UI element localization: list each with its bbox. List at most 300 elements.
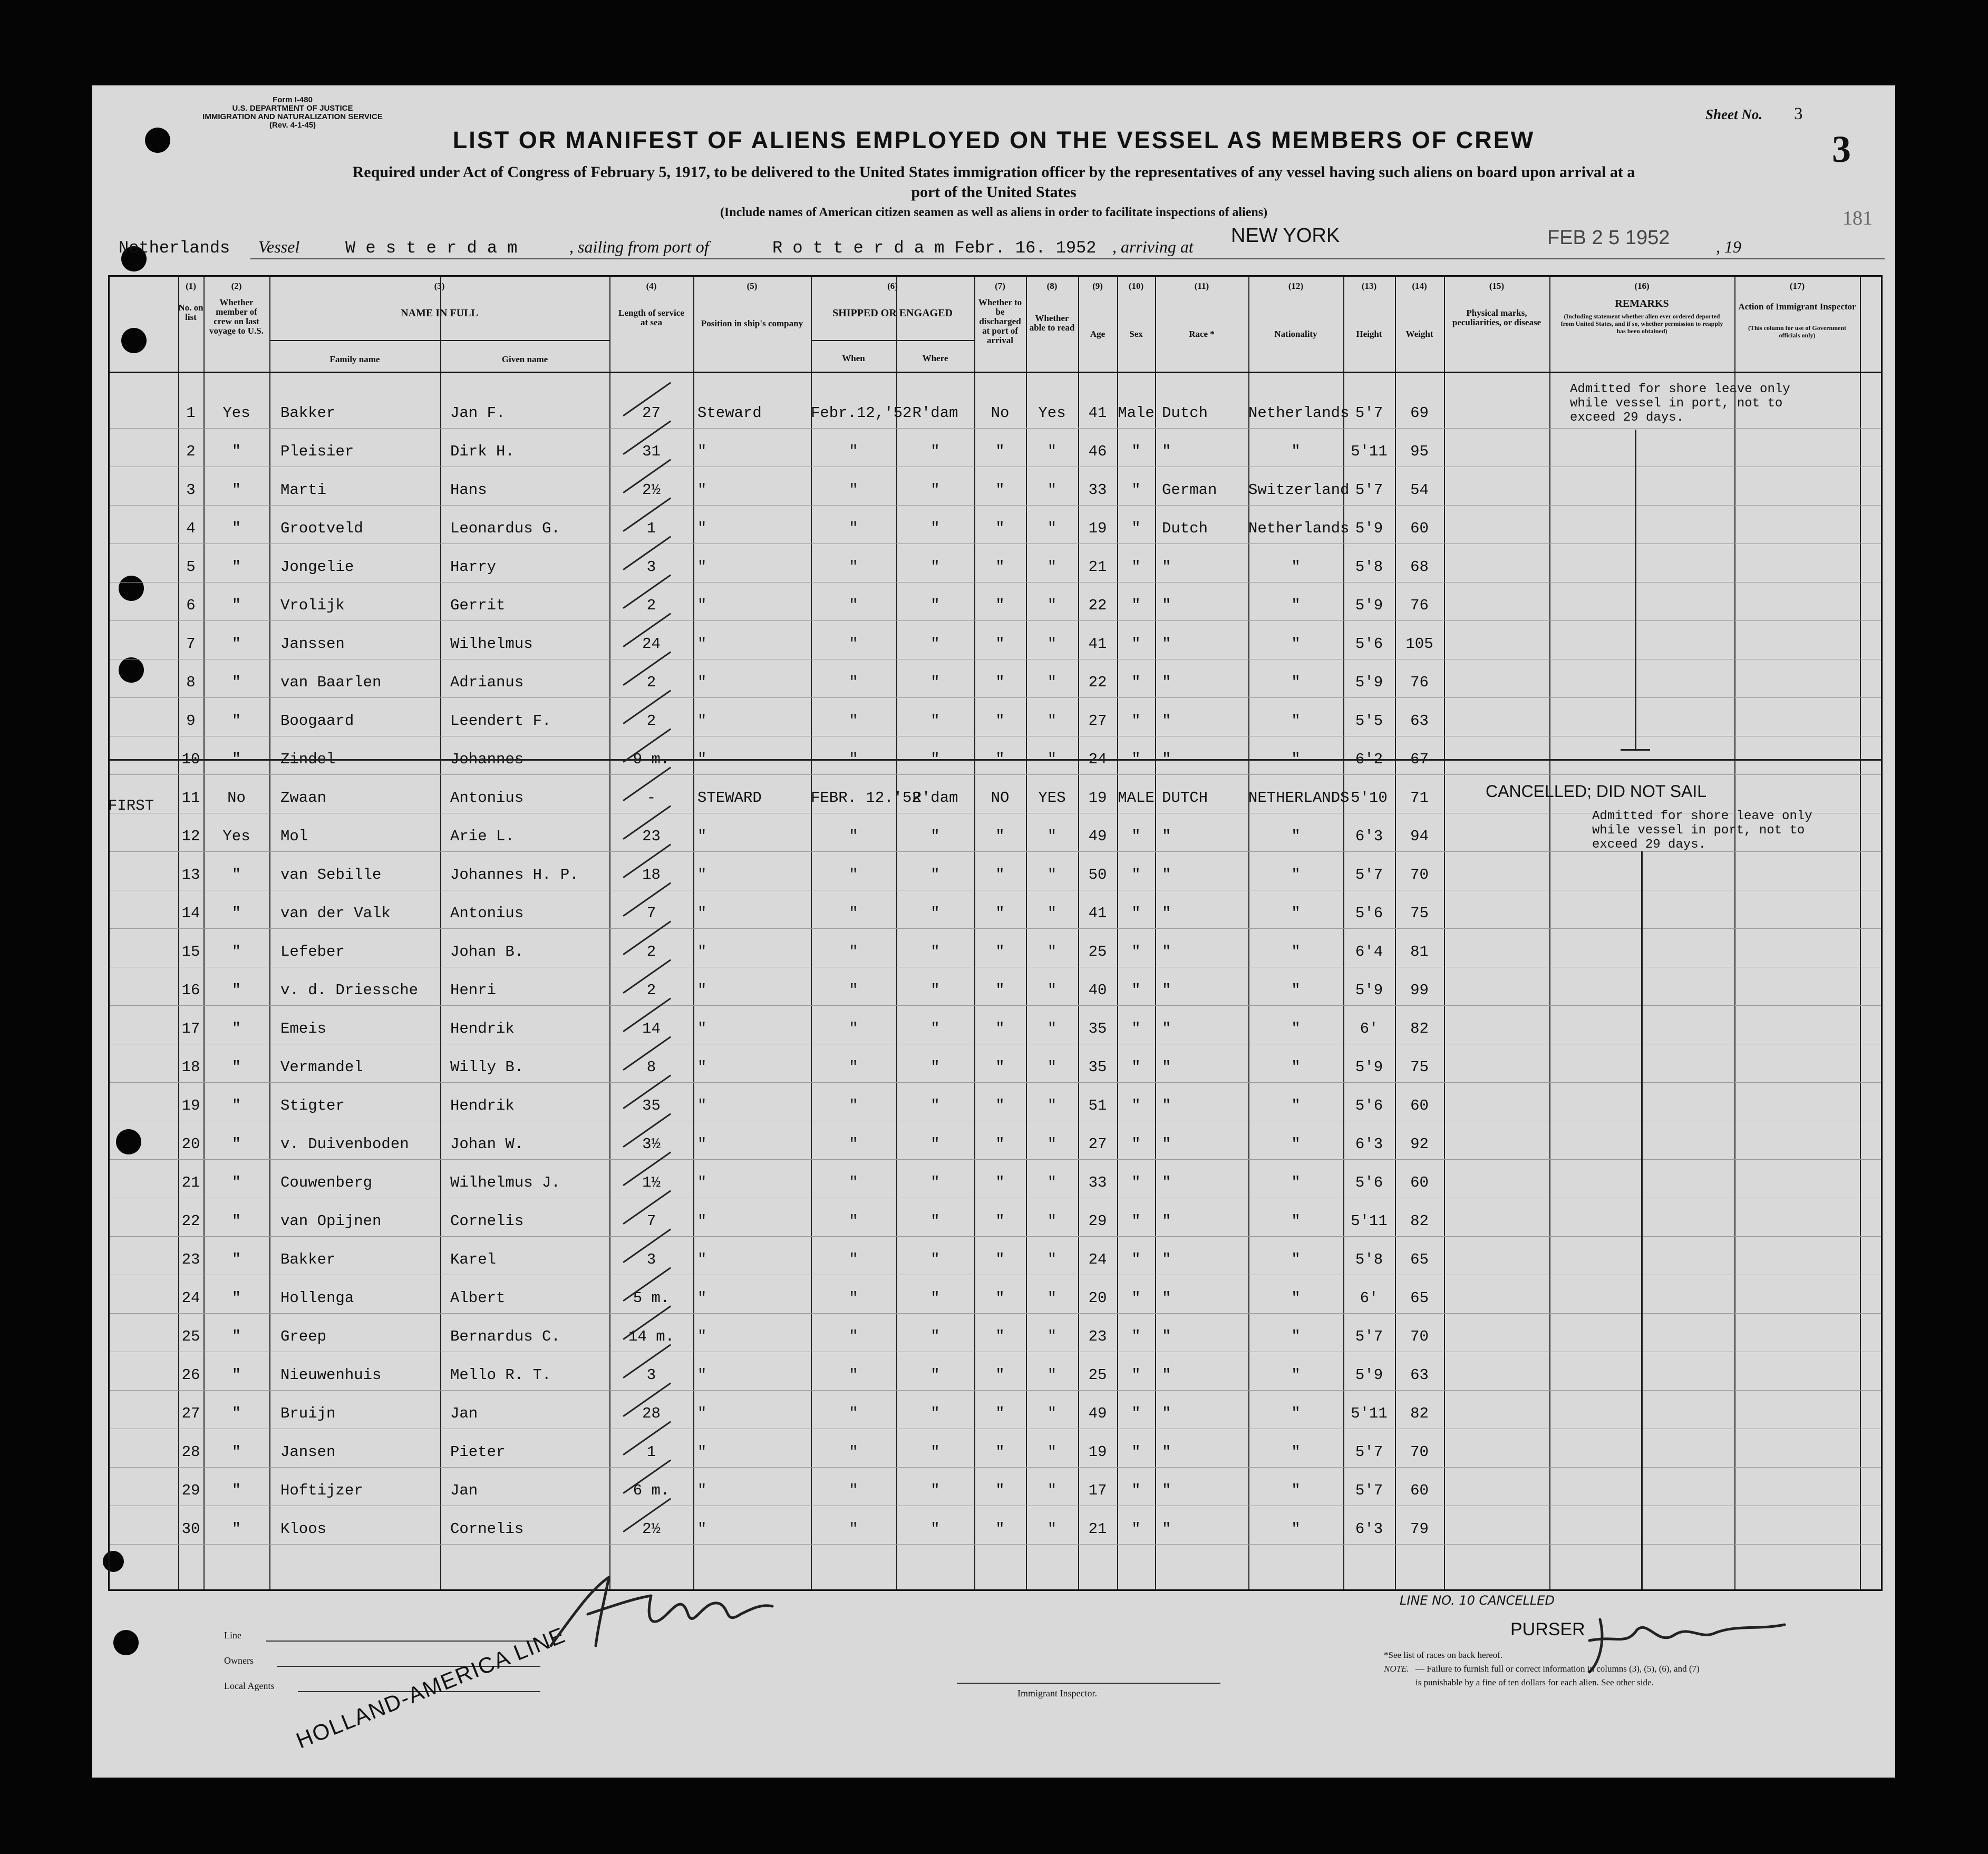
cell-when: " xyxy=(849,828,858,845)
cell-age: 35 xyxy=(1088,1059,1107,1076)
cell-discharged: " xyxy=(995,1482,1005,1499)
cell-age: 29 xyxy=(1088,1212,1107,1230)
cell-nationality: " xyxy=(1291,982,1301,999)
cell-height: 6'4 xyxy=(1355,943,1383,960)
table-row xyxy=(110,625,1881,663)
cell-length: 8 xyxy=(646,1059,656,1076)
cell-where: " xyxy=(930,1289,940,1307)
table-row xyxy=(110,971,1881,1009)
cell-read: " xyxy=(1047,1366,1057,1384)
cell-nationality: Netherlands xyxy=(1248,404,1350,422)
cell-discharged: " xyxy=(995,597,1005,614)
cell-weight: 60 xyxy=(1410,1097,1429,1114)
cell-read: " xyxy=(1047,635,1057,653)
cell-age: 24 xyxy=(1088,751,1107,768)
table-row xyxy=(110,471,1881,509)
cell-nationality: " xyxy=(1291,443,1301,460)
header-physical-marks: Physical marks, peculiarities, or disease xyxy=(1452,308,1541,327)
cell-family: v. Duivenboden xyxy=(280,1135,409,1153)
cell-sex: " xyxy=(1131,828,1141,845)
cell-given: Johannes H. P. xyxy=(450,866,579,884)
cell-height: 5'7 xyxy=(1355,404,1383,422)
cell-weight: 60 xyxy=(1410,520,1429,537)
cell-nationality: " xyxy=(1291,1251,1301,1268)
cell-race: DUTCH xyxy=(1162,789,1208,807)
cell-family: Marti xyxy=(280,481,327,499)
cell-member: " xyxy=(231,982,241,999)
cell-age: 49 xyxy=(1088,1405,1107,1422)
cell-height: 5'11 xyxy=(1351,1212,1388,1230)
cell-position: " xyxy=(697,751,707,768)
col-number: (15) xyxy=(1489,281,1505,291)
cell-sex: " xyxy=(1131,1289,1141,1307)
cell-no: 14 xyxy=(181,905,200,922)
table-row xyxy=(110,663,1881,702)
col-number: (10) xyxy=(1128,281,1144,291)
cell-height: 5'6 xyxy=(1355,1174,1383,1191)
col-number: (13) xyxy=(1361,281,1377,291)
cell-age: 46 xyxy=(1088,443,1107,460)
remarks-line: Admitted for shore leave only xyxy=(1592,809,1812,823)
cell-read: " xyxy=(1047,943,1057,960)
cell-family: van der Valk xyxy=(280,905,391,922)
table-row xyxy=(110,856,1881,894)
cell-height: 6'3 xyxy=(1355,1135,1383,1153)
cell-length: 3 xyxy=(646,558,656,576)
cell-member: " xyxy=(231,1212,241,1230)
cell-discharged: " xyxy=(995,1020,1005,1037)
cell-member: " xyxy=(231,1135,241,1153)
cell-height: 5'9 xyxy=(1355,1366,1383,1384)
table-row xyxy=(110,1356,1881,1394)
cell-position: " xyxy=(697,1135,707,1153)
cell-given: Jan xyxy=(450,1482,478,1499)
cell-given: Willy B. xyxy=(450,1059,524,1076)
cell-no: 4 xyxy=(186,520,196,537)
cell-position: " xyxy=(697,982,707,999)
cell-discharged: NO xyxy=(991,789,1010,807)
cell-height: 6'3 xyxy=(1355,828,1383,845)
cell-when: " xyxy=(849,1097,858,1114)
document-instruction: (Include names of American citizen seamen as well as aliens in order to facilitate inspections of aliens) xyxy=(720,206,1268,219)
header-family-name: Family name xyxy=(329,354,380,364)
col-number: (9) xyxy=(1092,281,1103,291)
cell-when: " xyxy=(849,1020,858,1037)
cell-weight: 65 xyxy=(1410,1289,1429,1307)
cell-race: " xyxy=(1162,1059,1171,1076)
cell-no: 2 xyxy=(186,443,196,460)
cell-age: 49 xyxy=(1088,828,1107,845)
cell-height: 6' xyxy=(1360,1020,1379,1037)
cell-no: 21 xyxy=(181,1174,200,1191)
note-text: — Failure to furnish full or correct information in columns (3), (5), (6), and (7) xyxy=(1415,1664,1700,1674)
cell-weight: 76 xyxy=(1410,674,1429,691)
cell-age: 19 xyxy=(1088,520,1107,537)
form-department: U.S. DEPARTMENT OF JUSTICE xyxy=(232,104,353,113)
col-number: (1) xyxy=(186,281,196,291)
cell-read: " xyxy=(1047,443,1057,460)
cell-given: Albert xyxy=(450,1289,506,1307)
cell-family: Boogaard xyxy=(280,712,354,730)
cell-weight: 95 xyxy=(1410,443,1429,460)
cell-where: " xyxy=(930,1482,940,1499)
cell-discharged: " xyxy=(995,866,1005,884)
cell-weight: 70 xyxy=(1410,1443,1429,1461)
cell-no: 19 xyxy=(181,1097,200,1114)
header-no-on-list: No. on list xyxy=(178,303,203,322)
cell-height: 5'9 xyxy=(1355,982,1383,999)
cell-where: " xyxy=(930,712,940,730)
cell-member: " xyxy=(231,520,241,537)
cell-age: 41 xyxy=(1088,905,1107,922)
cell-read: " xyxy=(1047,905,1057,922)
cell-height: 5'6 xyxy=(1355,1097,1383,1114)
cell-when: " xyxy=(849,1328,858,1345)
cell-sex: " xyxy=(1131,751,1141,768)
cell-discharged: " xyxy=(995,1251,1005,1268)
cell-given: Adrianus xyxy=(450,674,524,691)
cell-member: " xyxy=(231,1328,241,1345)
cell-read: " xyxy=(1047,828,1057,845)
cell-nationality: " xyxy=(1291,1520,1301,1538)
cell-read: " xyxy=(1047,1097,1057,1114)
cell-no: 23 xyxy=(181,1251,200,1268)
cell-discharged: " xyxy=(995,635,1005,653)
cell-when: " xyxy=(849,1251,858,1268)
cell-age: 33 xyxy=(1088,1174,1107,1191)
crew-table xyxy=(108,275,1883,1591)
remarks-block-1 xyxy=(1570,382,1790,425)
footer-owners-label: Owners xyxy=(224,1655,254,1666)
table-row xyxy=(110,1125,1881,1163)
cell-nationality: " xyxy=(1291,1097,1301,1114)
cell-read: " xyxy=(1047,866,1057,884)
cell-sex: " xyxy=(1131,1212,1141,1230)
cell-weight: 71 xyxy=(1410,789,1429,807)
cell-no: 6 xyxy=(186,597,196,614)
cell-race: " xyxy=(1162,597,1171,614)
cell-family: Hollenga xyxy=(280,1289,354,1307)
cell-sex: " xyxy=(1131,1174,1141,1191)
table-row xyxy=(110,1471,1881,1510)
cell-weight: 63 xyxy=(1410,1366,1429,1384)
header-where: Where xyxy=(922,353,948,363)
punch-hole xyxy=(113,1630,139,1655)
col-number: (16) xyxy=(1634,281,1650,291)
cell-when: " xyxy=(849,1174,858,1191)
cell-where: " xyxy=(930,828,940,845)
cell-length: 2 xyxy=(646,674,656,691)
cell-discharged: " xyxy=(995,1135,1005,1153)
cell-weight: 75 xyxy=(1410,1059,1429,1076)
col-number: (3) xyxy=(434,281,445,291)
cell-where: " xyxy=(930,520,940,537)
cell-when: " xyxy=(849,597,858,614)
cell-given: Hendrik xyxy=(450,1020,515,1037)
cell-given: Pieter xyxy=(450,1443,506,1461)
cell-discharged: " xyxy=(995,1520,1005,1538)
cell-discharged: " xyxy=(995,943,1005,960)
cell-where: " xyxy=(930,1174,940,1191)
sheet-no-label: Sheet No. xyxy=(1705,106,1762,122)
cell-weight: 68 xyxy=(1410,558,1429,576)
cell-length: 1 xyxy=(646,1443,656,1461)
cell-where: " xyxy=(930,443,940,460)
cell-nationality: Switzerland xyxy=(1248,481,1350,499)
cell-when: " xyxy=(849,905,858,922)
cell-position: STEWARD xyxy=(697,789,762,807)
cell-family: Bakker xyxy=(280,1251,336,1268)
col-number: (17) xyxy=(1789,281,1805,291)
cell-member: " xyxy=(231,1366,241,1384)
cell-given: Mello R. T. xyxy=(450,1366,551,1384)
cell-family: Zindel xyxy=(280,751,336,768)
header-able-to-read: Whether able to read xyxy=(1029,313,1075,333)
cell-where: " xyxy=(930,1520,940,1538)
cell-length: 3 xyxy=(646,1366,656,1384)
footer-agents-label: Local Agents xyxy=(224,1681,275,1691)
cell-height: 6'2 xyxy=(1355,751,1383,768)
cell-race: " xyxy=(1162,1135,1171,1153)
sailing-label: , sailing from port of xyxy=(569,237,709,256)
cell-given: Harry xyxy=(450,558,497,576)
cell-nationality: " xyxy=(1291,866,1301,884)
cell-length: 27 xyxy=(642,404,661,422)
cell-position: " xyxy=(697,1405,707,1422)
col-number: (12) xyxy=(1288,281,1304,291)
cell-nationality: " xyxy=(1291,1174,1301,1191)
cell-given: Antonius xyxy=(450,789,524,807)
cell-position: " xyxy=(697,1328,707,1345)
header-position: Position in ship's company xyxy=(701,318,803,328)
cell-where: R'dam xyxy=(912,789,958,807)
cell-nationality: " xyxy=(1291,751,1301,768)
cell-member: " xyxy=(231,1289,241,1307)
cell-given: Antonius xyxy=(450,905,524,922)
cell-weight: 69 xyxy=(1410,404,1429,422)
cell-read: " xyxy=(1047,1289,1057,1307)
cell-nationality: " xyxy=(1291,712,1301,730)
note-label: NOTE. xyxy=(1384,1664,1409,1674)
cell-sex: " xyxy=(1131,1366,1141,1384)
document-subtitle-cont: port of the United States xyxy=(911,183,1077,201)
cell-given: Gerrit xyxy=(450,597,506,614)
cell-discharged: " xyxy=(995,751,1005,768)
cell-sex: " xyxy=(1131,674,1141,691)
cell-where: " xyxy=(930,1059,940,1076)
cell-weight: 65 xyxy=(1410,1251,1429,1268)
header-race: Race * xyxy=(1189,329,1215,339)
table-row xyxy=(110,933,1881,971)
cell-given: Cornelis xyxy=(450,1520,524,1538)
cell-family: Lefeber xyxy=(280,943,345,960)
cell-discharged: " xyxy=(995,1059,1005,1076)
cell-when: " xyxy=(849,866,858,884)
cell-race: " xyxy=(1162,1366,1171,1384)
cell-no: 16 xyxy=(181,982,200,999)
cell-height: 5'6 xyxy=(1355,635,1383,653)
cell-age: 21 xyxy=(1088,558,1107,576)
cell-race: " xyxy=(1162,712,1171,730)
cell-position: " xyxy=(697,1520,707,1538)
cell-where: " xyxy=(930,558,940,576)
cell-no: 8 xyxy=(186,674,196,691)
header-when: When xyxy=(842,353,865,363)
cell-age: 33 xyxy=(1088,481,1107,499)
cell-discharged: " xyxy=(995,1097,1005,1114)
form-revision: (Rev. 4-1-45) xyxy=(269,121,316,130)
cell-nationality: " xyxy=(1291,558,1301,576)
cell-read: " xyxy=(1047,1059,1057,1076)
header-discharged: Whether to be discharged at port of arrival xyxy=(978,297,1022,345)
cell-nationality: " xyxy=(1291,1212,1301,1230)
col-number: (5) xyxy=(746,281,758,291)
cell-weight: 60 xyxy=(1410,1482,1429,1499)
vessel-label: Vessel xyxy=(258,237,300,256)
cell-given: Henri xyxy=(450,982,497,999)
cell-sex: " xyxy=(1131,943,1141,960)
cell-no: 3 xyxy=(186,481,196,499)
cell-where: " xyxy=(930,1097,940,1114)
cell-member: " xyxy=(231,597,241,614)
cell-position: " xyxy=(697,866,707,884)
header-remarks-note: (Including statement whether alien ever ordered deported from United States, and if so, whether permission to reapply has been obtained) xyxy=(1560,313,1723,335)
cell-sex: " xyxy=(1131,635,1141,653)
races-note: *See list of races on back hereof. xyxy=(1384,1650,1503,1660)
cell-member: " xyxy=(231,1405,241,1422)
cell-no: 22 xyxy=(181,1212,200,1230)
cell-member: " xyxy=(231,866,241,884)
cell-where: " xyxy=(930,1212,940,1230)
cell-when: " xyxy=(849,1135,858,1153)
cell-family: v. d. Driessche xyxy=(280,982,419,999)
cell-read: " xyxy=(1047,1020,1057,1037)
cell-length: 14 m. xyxy=(628,1328,674,1345)
cell-length: 14 xyxy=(642,1020,661,1037)
vessel-flag: Netherlands xyxy=(119,238,230,258)
document-subtitle: Required under Act of Congress of February 5, 1917, to be delivered to the United States immigration officer by the representatives of any vessel having such aliens on board upon arrival at a xyxy=(352,163,1635,181)
cell-sex: " xyxy=(1131,481,1141,499)
table-row xyxy=(110,548,1881,586)
cell-when: " xyxy=(849,481,858,499)
cell-when: " xyxy=(849,943,858,960)
cell-read: " xyxy=(1047,558,1057,576)
document-title: LIST OR MANIFEST OF ALIENS EMPLOYED ON THE VESSEL AS MEMBERS OF CREW xyxy=(452,127,1535,153)
cell-height: 5'11 xyxy=(1351,443,1388,460)
cell-position: " xyxy=(697,1059,707,1076)
cell-length: 2½ xyxy=(642,481,661,499)
cell-position: " xyxy=(697,1366,707,1384)
cell-length: 2 xyxy=(646,597,656,614)
table-row xyxy=(110,1394,1881,1433)
cell-nationality: " xyxy=(1291,943,1301,960)
cell-member: " xyxy=(231,481,241,499)
cell-read: " xyxy=(1047,1482,1057,1499)
cell-given: Bernardus C. xyxy=(450,1328,560,1345)
cell-when: " xyxy=(849,674,858,691)
cell-weight: 81 xyxy=(1410,943,1429,960)
cell-family: Grootveld xyxy=(280,520,363,537)
cell-member: " xyxy=(231,751,241,768)
cell-weight: 76 xyxy=(1410,597,1429,614)
cell-weight: 105 xyxy=(1405,635,1433,653)
cell-member: " xyxy=(231,943,241,960)
cell-race: " xyxy=(1162,1328,1171,1345)
header-length-of-service: Length of service at sea xyxy=(618,308,684,327)
cell-family: Greep xyxy=(280,1328,327,1345)
col-number: (14) xyxy=(1412,281,1427,291)
cell-length: 1 xyxy=(646,520,656,537)
table-row xyxy=(110,509,1881,548)
cell-when: " xyxy=(849,982,858,999)
cell-read: " xyxy=(1047,1212,1057,1230)
header-action-inspector: Action of Immigrant Inspector xyxy=(1738,302,1856,312)
table-row xyxy=(110,1202,1881,1240)
cell-age: 23 xyxy=(1088,1328,1107,1345)
cell-position: " xyxy=(697,1251,707,1268)
cell-position: " xyxy=(697,712,707,730)
cell-sex: " xyxy=(1131,558,1141,576)
cell-when: " xyxy=(849,1289,858,1307)
cell-no: 27 xyxy=(181,1405,200,1422)
cell-race: German xyxy=(1162,481,1217,499)
cell-read: " xyxy=(1047,674,1057,691)
cell-race: " xyxy=(1162,558,1171,576)
cell-family: Vrolijk xyxy=(280,597,345,614)
footer-line-label: Line xyxy=(224,1630,241,1641)
cell-position: " xyxy=(697,1097,707,1114)
agent-signature xyxy=(546,1567,778,1656)
cell-when: " xyxy=(849,1212,858,1230)
cell-discharged: " xyxy=(995,1405,1005,1422)
cell-family: Bakker xyxy=(280,404,336,422)
cell-when: Febr.12,'52 xyxy=(811,404,912,422)
cell-nationality: NETHERLANDS xyxy=(1248,789,1350,807)
cell-height: 5'7 xyxy=(1355,481,1383,499)
cell-no: 10 xyxy=(181,751,200,768)
cell-family: van Opijnen xyxy=(280,1212,382,1230)
cell-age: 35 xyxy=(1088,1020,1107,1037)
cell-family: Hoftijzer xyxy=(280,1482,363,1499)
cell-race: " xyxy=(1162,1174,1171,1191)
cell-given: Karel xyxy=(450,1251,497,1268)
cell-weight: 99 xyxy=(1410,982,1429,999)
cell-height: 6' xyxy=(1360,1289,1379,1307)
cell-sex: " xyxy=(1131,1059,1141,1076)
cell-length: 24 xyxy=(642,635,661,653)
header-shipped-or-engaged: SHIPPED OR ENGAGED xyxy=(832,307,953,319)
cell-race: " xyxy=(1162,1097,1171,1114)
remarks-line: Admitted for shore leave only xyxy=(1570,382,1790,396)
cell-weight: 82 xyxy=(1410,1212,1429,1230)
col-number: (6) xyxy=(887,281,898,291)
cell-position: " xyxy=(697,1482,707,1499)
cell-sex: " xyxy=(1131,1482,1141,1499)
cell-height: 5'7 xyxy=(1355,1482,1383,1499)
cell-weight: 75 xyxy=(1410,905,1429,922)
cell-read: " xyxy=(1047,1405,1057,1422)
cell-race: " xyxy=(1162,982,1171,999)
remarks-ditto-line xyxy=(1635,430,1636,751)
cell-when: " xyxy=(849,635,858,653)
remarks-line: while vessel in port, not to xyxy=(1570,396,1783,411)
cell-nationality: " xyxy=(1291,1482,1301,1499)
cell-where: " xyxy=(930,597,940,614)
form-identifier xyxy=(198,96,387,130)
cell-member: " xyxy=(231,1020,241,1037)
cell-age: 25 xyxy=(1088,1366,1107,1384)
cell-family: van Sebille xyxy=(280,866,382,884)
